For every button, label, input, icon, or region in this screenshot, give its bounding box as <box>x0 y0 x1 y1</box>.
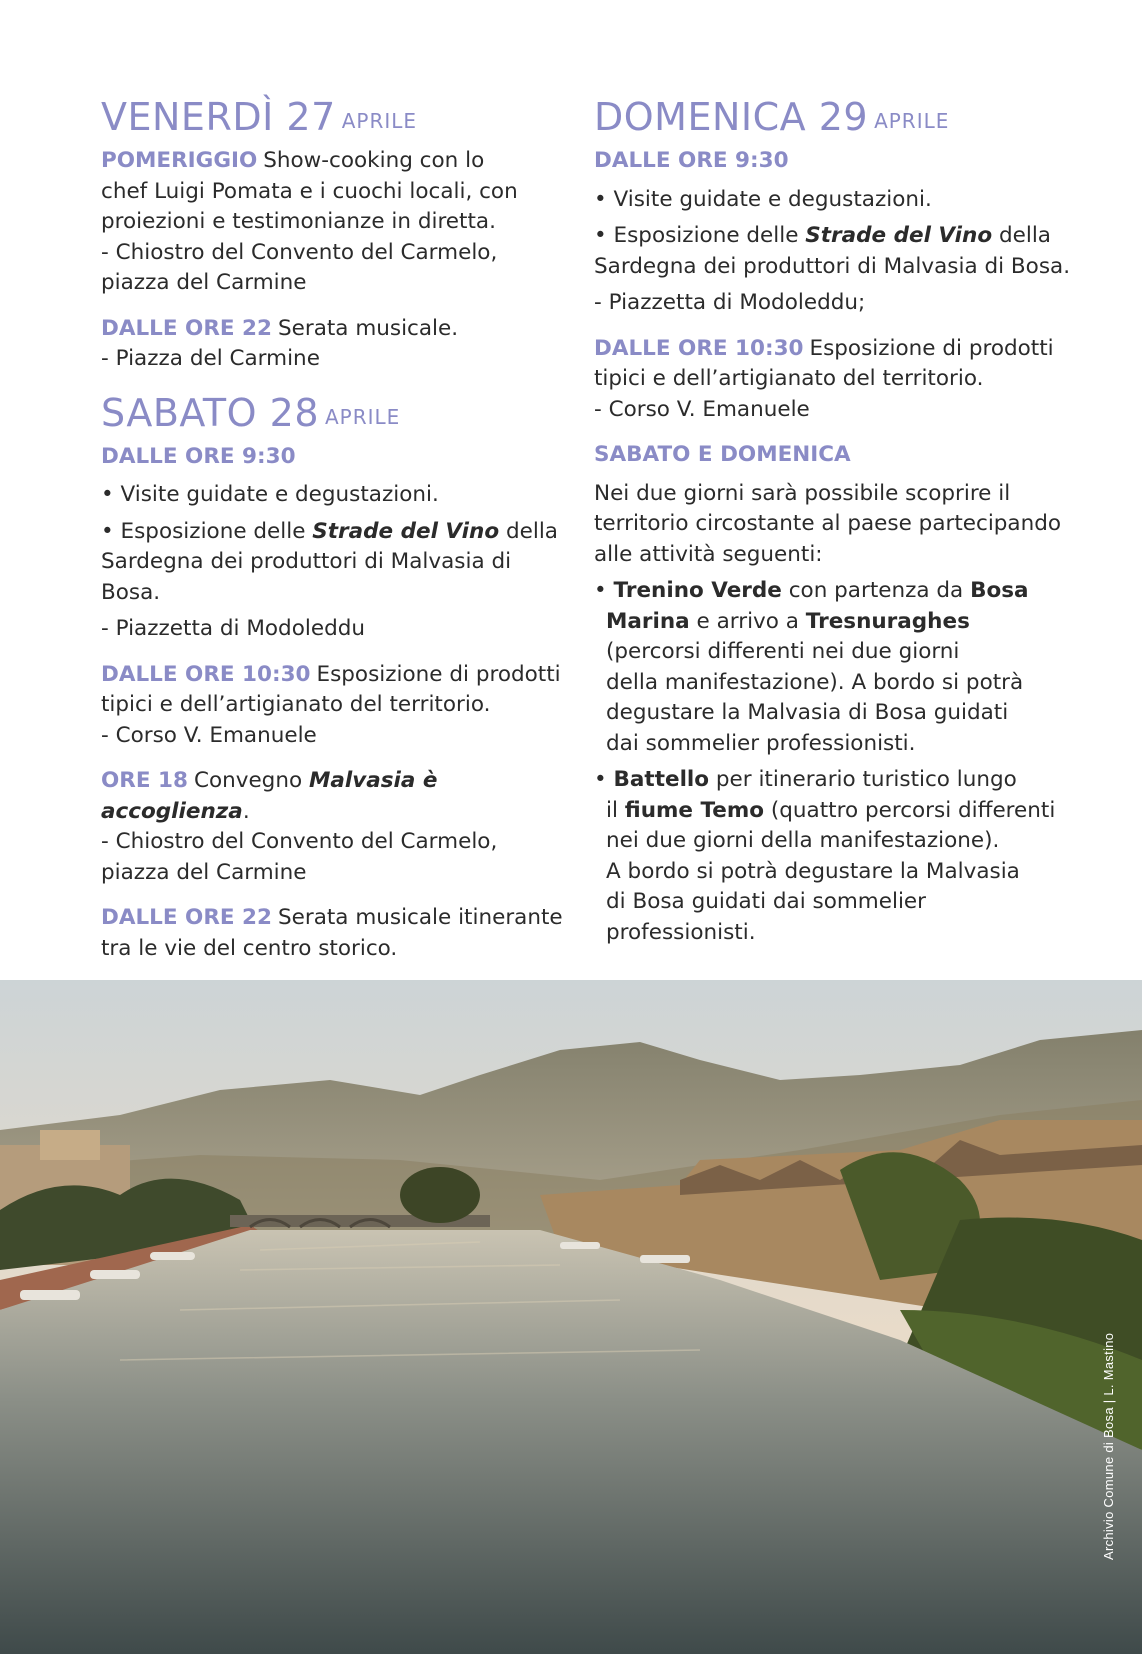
saturday-visits: • Visite guidate e degustazioni. <box>101 482 439 507</box>
train-name: Trenino Verde <box>613 578 782 603</box>
photo-credit-text: Archivio Comune di Bosa | L. Mastino <box>1101 1332 1116 1560</box>
saturday-conference-text: Convegno <box>193 768 309 793</box>
saturday-music-label: DALLE ORE 22 <box>101 905 272 930</box>
sunday-expo-text: • Esposizione delle <box>594 223 806 248</box>
sunday-expo-title: Strade del Vino <box>805 223 993 248</box>
boat-text: il <box>606 797 625 823</box>
sunday-expo-place: - Piazzetta di Modoleddu; <box>594 290 866 315</box>
river-landscape-image <box>0 980 1142 1654</box>
saturday-conference-place: piazza del Carmine <box>101 859 307 885</box>
train-text: e arrivo a <box>689 608 806 634</box>
boat-text: di Bosa guidati dai sommelier professionisti. <box>606 889 926 945</box>
train-item <box>594 576 1074 759</box>
saturday-expo-text: Sardegna dei produttori di Malvasia di Bosa. <box>101 549 512 605</box>
friday-day: VENERDÌ 27 <box>101 95 336 139</box>
saturday-expo-block <box>101 517 571 609</box>
sunday-morning-label: DALLE ORE 9:30 <box>594 148 789 173</box>
sunday-products-text: Esposizione di prodotti <box>809 335 1054 361</box>
train-text: con partenza da <box>781 578 971 603</box>
river-photo <box>0 980 1142 1654</box>
left-column <box>101 94 571 979</box>
bullet: • <box>594 578 614 603</box>
sunday-heading <box>594 94 1074 140</box>
saturday-music-text: tra le vie del centro storico. <box>101 935 398 961</box>
weekend-label: SABATO E DOMENICA <box>594 442 851 467</box>
friday-evening-label: DALLE ORE 22 <box>101 315 272 341</box>
sunday-expo-text: Sardegna dei produttori di Malvasia di Bosa. <box>594 253 1071 279</box>
sunday-products-text: tipici e dell’artigianato del territorio. <box>594 366 984 391</box>
boat-name: Battello <box>613 767 710 792</box>
sunday-products-place: - Corso V. Emanuele <box>594 396 810 422</box>
friday-afternoon-text: Show-cooking con lo <box>263 148 485 173</box>
saturday-products-label: DALLE ORE 10:30 <box>101 661 311 687</box>
sunday-expo-block <box>594 221 1074 282</box>
boat-text: (quattro percorsi differenti <box>764 797 1056 823</box>
saturday-conference-title: Malvasia è accoglienza <box>101 768 438 824</box>
saturday-month: APRILE <box>325 404 401 429</box>
friday-afternoon-text: chef Luigi Pomata e i cuochi locali, con <box>101 178 518 204</box>
saturday-products-block <box>101 660 571 752</box>
boat-text: nei due giorni della manifestazione). <box>606 828 1000 853</box>
weekend-intro-text: territorio circostante al paese partecipando <box>594 511 1062 536</box>
saturday-conference-text: . <box>242 798 250 824</box>
sunday-products-block <box>594 334 1074 426</box>
saturday-expo-text: • Esposizione delle <box>101 518 313 544</box>
friday-heading <box>101 94 571 140</box>
saturday-music-text: Serata musicale itinerante <box>277 905 563 930</box>
train-departure: Bosa <box>970 578 1029 603</box>
train-text: della manifestazione). A bordo si potrà <box>606 669 1024 695</box>
train-text: (percorsi differenti nei due giorni <box>606 639 960 664</box>
sunday-products-label: DALLE ORE 10:30 <box>594 335 804 361</box>
sunday-visits: • Visite guidate e degustazioni. <box>594 186 932 212</box>
weekend-intro-text: alle attività seguenti: <box>594 541 823 567</box>
friday-afternoon-text: proiezioni e testimonianze in diretta. <box>101 209 496 234</box>
friday-afternoon-place: piazza del Carmine <box>101 270 307 295</box>
bullet: • <box>594 767 614 792</box>
sunday-month: APRILE <box>874 109 950 133</box>
boat-text: A bordo si potrà degustare la Malvasia <box>606 858 1020 884</box>
saturday-conference-block <box>101 766 571 888</box>
saturday-products-place: - Corso V. Emanuele <box>101 722 317 748</box>
saturday-heading <box>101 390 571 436</box>
boat-text: per itinerario turistico lungo <box>709 767 1017 792</box>
saturday-conference-label: ORE 18 <box>101 768 188 793</box>
photo-credit <box>1100 1280 1120 1560</box>
friday-evening-text: Serata musicale. <box>277 315 459 341</box>
friday-evening-block <box>101 314 571 375</box>
friday-afternoon-label: POMERIGGIO <box>101 148 258 173</box>
friday-evening-place: - Piazza del Carmine <box>101 346 320 371</box>
saturday-day: SABATO 28 <box>101 390 319 435</box>
friday-month: APRILE <box>341 109 418 133</box>
right-column <box>594 94 1074 963</box>
train-arrival: Tresnuraghes <box>805 608 970 634</box>
sunday-day: DOMENICA 29 <box>594 95 869 139</box>
saturday-morning-label: DALLE ORE 9:30 <box>101 443 296 469</box>
saturday-products-text: Esposizione di prodotti <box>316 661 561 687</box>
saturday-expo-title: Strade del Vino <box>312 518 500 544</box>
weekend-intro-text: Nei due giorni sarà possibile scoprire il <box>594 480 1011 506</box>
sunday-expo-text: della <box>992 223 1051 248</box>
saturday-expo-place: - Piazzetta di Modoleddu <box>101 616 365 641</box>
saturday-products-text: tipici e dell’artigianato del territorio. <box>101 692 491 717</box>
saturday-conference-place: - Chiostro del Convento del Carmelo, <box>101 829 498 854</box>
river-name: fiume Temo <box>624 797 765 823</box>
saturday-music-block <box>101 903 571 964</box>
train-text: degustare la Malvasia di Bosa guidati <box>606 700 1009 725</box>
saturday-expo-text: della <box>499 518 558 544</box>
boat-item <box>594 765 1074 948</box>
train-text: dai sommelier professionisti. <box>606 730 916 756</box>
friday-afternoon-block <box>101 146 571 299</box>
train-departure: Marina <box>606 608 690 634</box>
weekend-intro <box>594 479 1074 571</box>
friday-afternoon-place: - Chiostro del Convento del Carmelo, <box>101 239 498 265</box>
